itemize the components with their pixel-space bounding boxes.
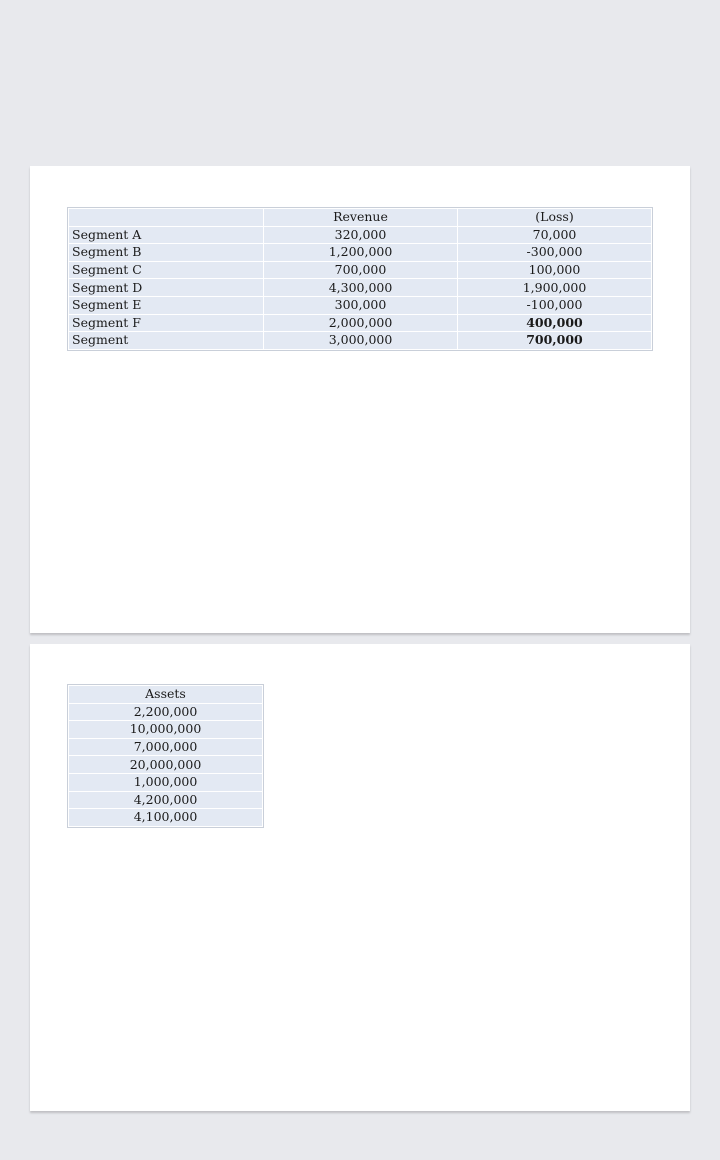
- segment-cell: Segment D: [69, 279, 264, 297]
- loss-cell: 400,000: [458, 314, 652, 332]
- table-header-row: [69, 209, 652, 227]
- revenue-cell: 320,000: [264, 226, 458, 244]
- header-cell-loss: (Loss): [458, 209, 652, 227]
- revenue-cell: 2,000,000: [264, 314, 458, 332]
- segment-cell: Segment B: [69, 244, 264, 262]
- assets-cell: 4,100,000: [69, 809, 263, 827]
- table-row: [69, 703, 263, 721]
- segment-cell: Segment: [69, 332, 264, 350]
- assets-cell: 4,200,000: [69, 791, 263, 809]
- loss-cell: 100,000: [458, 261, 652, 279]
- table-row: [69, 756, 263, 774]
- table-row: [69, 791, 263, 809]
- revenue-cell: 1,200,000: [264, 244, 458, 262]
- table-header-row: [69, 686, 263, 704]
- assets-cell: 7,000,000: [69, 738, 263, 756]
- document-page-2: [30, 644, 690, 1111]
- assets-cell: 2,200,000: [69, 703, 263, 721]
- table-row: [69, 332, 652, 350]
- revenue-cell: 300,000: [264, 296, 458, 314]
- table-row: [69, 244, 652, 262]
- table-row: [69, 279, 652, 297]
- segment-cell: Segment A: [69, 226, 264, 244]
- table-row: [69, 809, 263, 827]
- table-row: [69, 721, 263, 739]
- loss-cell: 1,900,000: [458, 279, 652, 297]
- table-row: [69, 226, 652, 244]
- revenue-cell: 3,000,000: [264, 332, 458, 350]
- revenue-cell: 4,300,000: [264, 279, 458, 297]
- segment-cell: Segment E: [69, 296, 264, 314]
- header-cell-revenue: Revenue: [264, 209, 458, 227]
- assets-cell: 10,000,000: [69, 721, 263, 739]
- loss-cell: -300,000: [458, 244, 652, 262]
- table-row: [69, 738, 263, 756]
- revenue-cell: 700,000: [264, 261, 458, 279]
- assets-table: [68, 685, 263, 827]
- table-row: [69, 296, 652, 314]
- table-row: [69, 261, 652, 279]
- header-cell-segment: [69, 209, 264, 227]
- document-page-1: [30, 166, 690, 633]
- loss-cell: 70,000: [458, 226, 652, 244]
- assets-cell: 20,000,000: [69, 756, 263, 774]
- loss-cell: 700,000: [458, 332, 652, 350]
- assets-cell: 1,000,000: [69, 773, 263, 791]
- table-row: [69, 773, 263, 791]
- header-cell-assets: Assets: [69, 686, 263, 704]
- segment-table: [68, 208, 652, 350]
- table-row: [69, 314, 652, 332]
- loss-cell: -100,000: [458, 296, 652, 314]
- segment-cell: Segment C: [69, 261, 264, 279]
- segment-cell: Segment F: [69, 314, 264, 332]
